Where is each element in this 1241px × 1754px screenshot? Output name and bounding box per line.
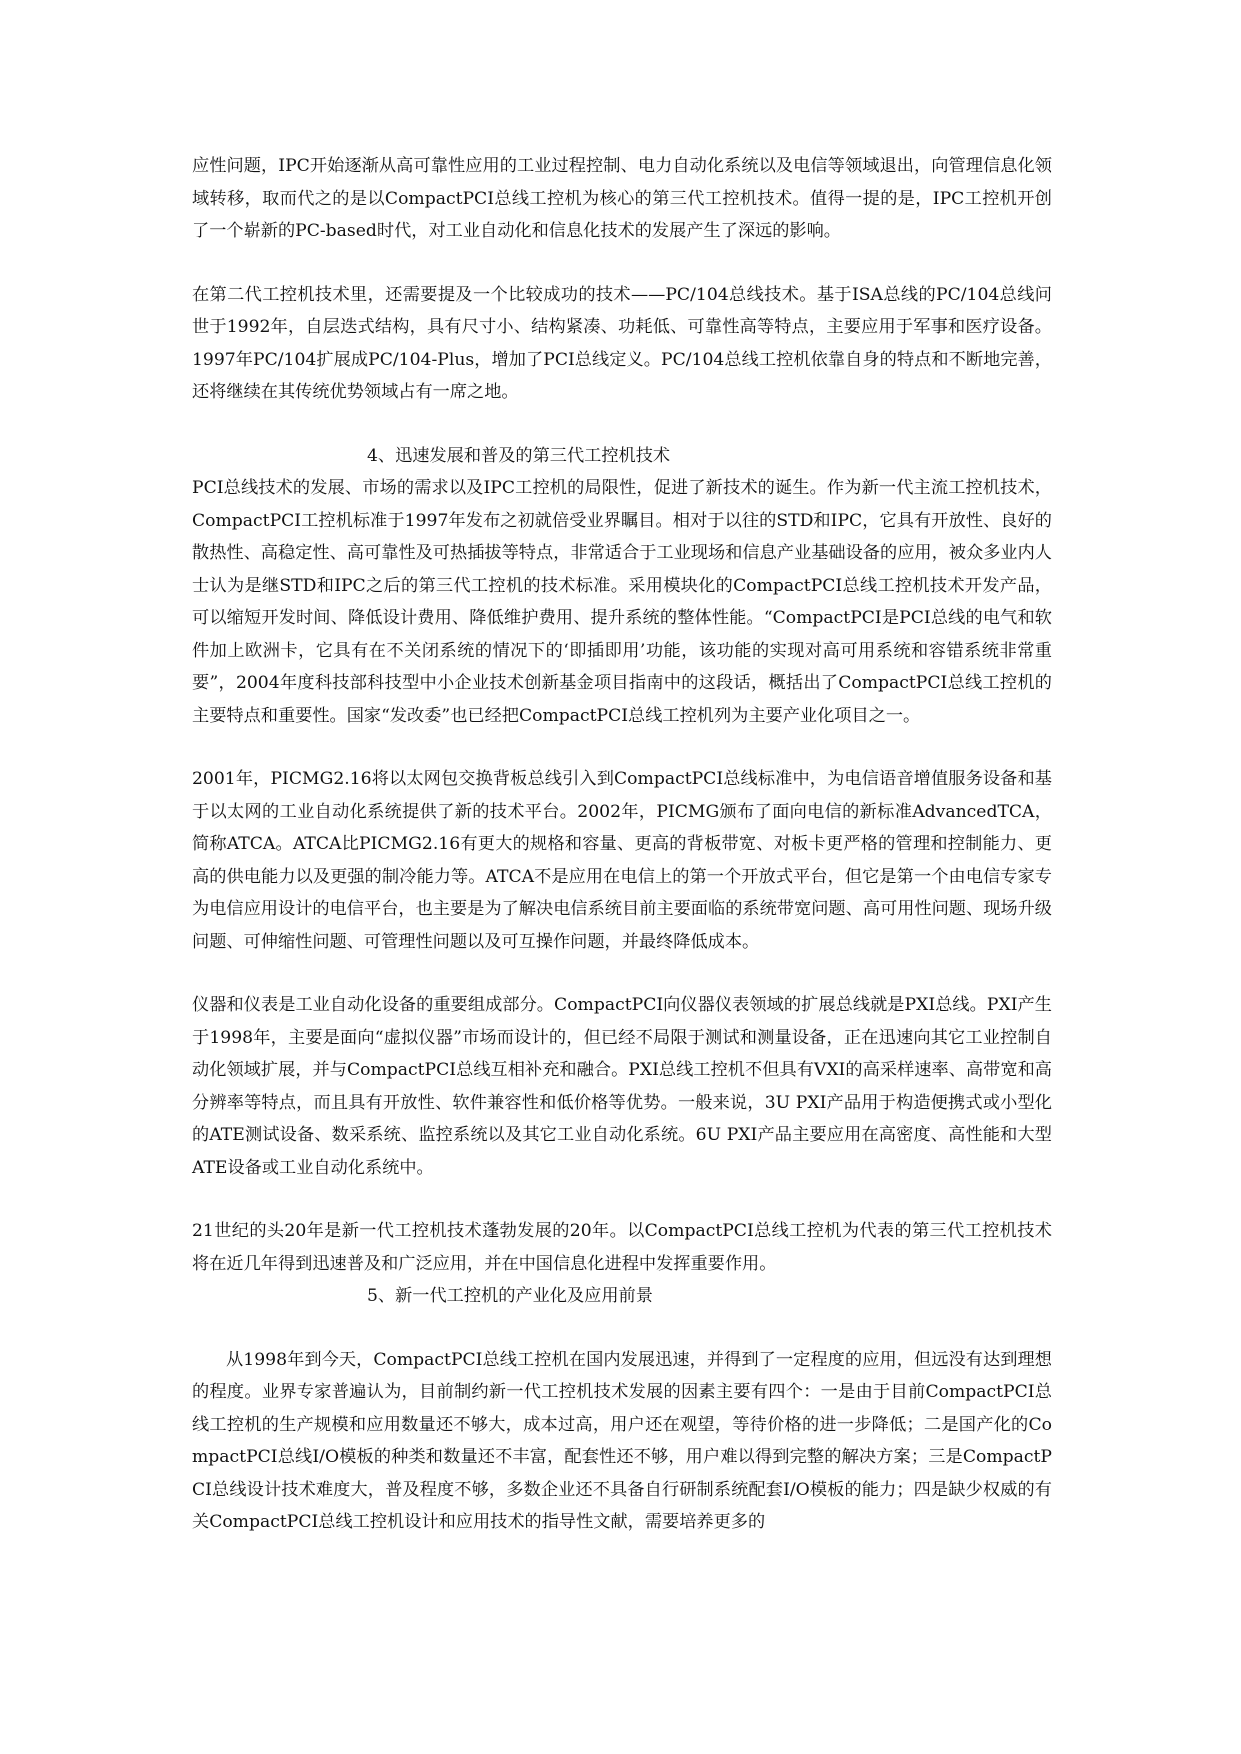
paragraph-ipc-retreat: 应性问题，IPC开始逐渐从高可靠性应用的工业过程控制、电力自动化系统以及电信等领域退出，向管理信息化领域转移，取而代之的是以CompactPCI总线工控机为核心的第三代工控机技术。值得一提的是，IPC工控机开创了一个崭新的PC-based时代，对工业自动化和信息化技术的发展产生了深远的影响。 xyxy=(192,156,1052,241)
paragraph-21st-century: 21世纪的头20年是新一代工控机技术蓬勃发展的20年。以CompactPCI总线工控机为代表的第三代工控机技术将在近几年得到迅速普及和广泛应用，并在中国信息化进程中发挥重要作用。 xyxy=(192,1221,1052,1274)
paragraph-compactpci: PCI总线技术的发展、市场的需求以及IPC工控机的局限性，促进了新技术的诞生。作为新一代主流工控机技术，CompactPCI工控机标准于1997年发布之初就倍受业界瞩目。相对于以往的STD和IPC，它具有开放性、良好的散热性、高稳定性、高可靠性及可热插拔等特点，非常适合于工业现场和信息产业基础设备的应用，被众多业内人士认为是继STD和IPC之后的第三代工控机的技术标准。采用模块化的CompactPCI总线工控机技术开发产品，可以缩短开发时间、降低设计费用、降低维护费用、提升系统的整体性能。“CompactPCI是PCI总线的电气和软件加上欧洲卡，它具有在不关闭系统的情况下的‘即插即用’功能，该功能的实现对高可用系统和容错系统非常重要”，2004年度科技部科技型中小企业技术创新基金项目指南中的这段话，概括出了CompactPCI总线工控机的主要特点和重要性。国家“发改委”也已经把CompactPCI总线工控机列为主要产业化项目之一。 xyxy=(192,478,1052,726)
section-heading-4: 4、迅速发展和普及的第三代工控机技术 xyxy=(367,445,671,466)
section-heading-5: 5、新一代工控机的产业化及应用前景 xyxy=(367,1286,653,1306)
document-page xyxy=(192,150,1052,1539)
paragraph-pc104: 在第二代工控机技术里，还需要提及一个比较成功的技术——PC/104总线技术。基于ISA总线的PC/104总线问世于1992年，自层迭式结构，具有尺寸小、结构紧凑、功耗低、可靠性高等特点，主要应用于军事和医疗设备。1997年PC/104扩展成PC/104-Plus，增加了PCI总线定义。PC/104总线工控机依靠自身的特点和不断地完善，还将继续在其传统优势领域占有一席之地。 xyxy=(192,284,1052,402)
paragraph-industrialization: 从1998年到今天，CompactPCI总线工控机在国内发展迅速，并得到了一定程度的应用，但远没有达到理想的程度。业界专家普遍认为，目前制约新一代工控机技术发展的因素主要有四个：一是由于目前CompactPCI总线工控机的生产规模和应用数量还不够大，成本过高，用户还在观望，等待价格的进一步降低；二是国产化的CompactPCI总线I/O模板的种类和数量还不丰富，配套性还不够，用户难以得到完整的解决方案；三是CompactPCI总线设计技术难度大，普及程度不够，多数企业还不具备自行研制系统配套I/O模板的能力；四是缺少权威的有关CompactPCI总线工控机设计和应用技术的指导性文献，需要培养更多的 xyxy=(192,1349,1052,1532)
paragraph-pxi: 仪器和仪表是工业自动化设备的重要组成部分。CompactPCI向仪器仪表领域的扩展总线就是PXI总线。PXI产生于1998年，主要是面向“虚拟仪器”市场而设计的，但已经不局限于测试和测量设备，正在迅速向其它工业控制自动化领域扩展，并与CompactPCI总线互相补充和融合。PXI总线工控机不但具有VXI的高采样速率、高带宽和高分辨率等特点，而且具有开放性、软件兼容性和低价格等优势。一般来说，3U PXI产品用于构造便携式或小型化的ATE测试设备、数采系统、监控系统以及其它工业自动化系统。6U PXI产品主要应用在高密度、高性能和大型ATE设备或工业自动化系统中。 xyxy=(192,995,1052,1178)
paragraph-atca: 2001年，PICMG2.16将以太网包交换背板总线引入到CompactPCI总线标准中，为电信语音增值服务设备和基于以太网的工业自动化系统提供了新的技术平台。2002年，PICMG颁布了面向电信的新标准AdvancedTCA，简称ATCA。ATCA比PICMG2.16有更大的规格和容量、更高的背板带宽、对板卡更严格的管理和控制能力、更高的供电能力以及更强的制冷能力等。ATCA不是应用在电信上的第一个开放式平台，但它是第一个由电信专家专为电信应用设计的电信平台，也主要是为了解决电信系统目前主要面临的系统带宽问题、高可用性问题、现场升级问题、可伸缩性问题、可管理性问题以及可互操作问题，并最终降低成本。 xyxy=(192,769,1052,952)
